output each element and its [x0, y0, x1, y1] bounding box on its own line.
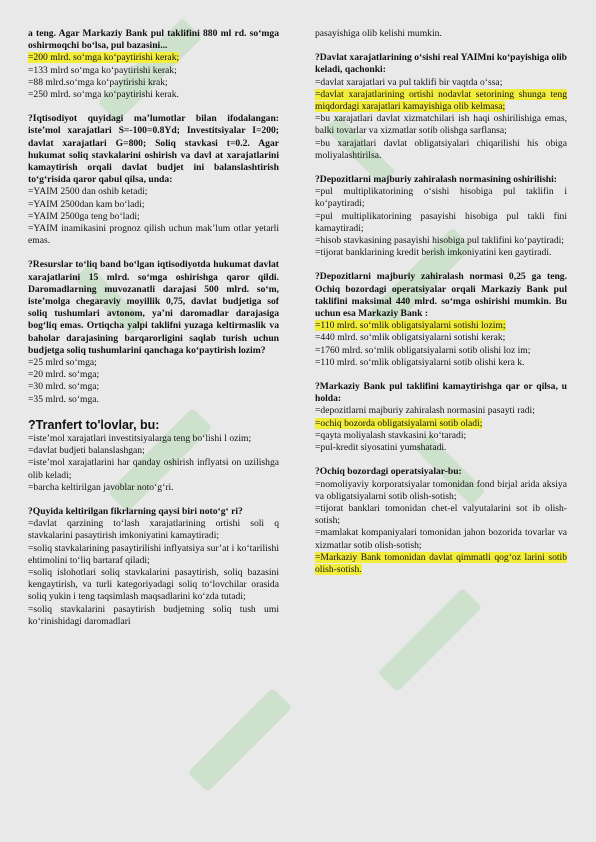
answer-option [28, 65, 279, 77]
question-text: ?Tranfert to'lovlar, bu: [28, 417, 160, 432]
answer-option-correct [315, 320, 567, 332]
answer-text: =YAIM 2500 dan oshib ketadi; [28, 186, 148, 198]
answer-text: =20 mlrd. so‘mga; [28, 369, 100, 381]
answer-text: =depozitlarni majburiy zahiralash normasini pasayti radi; [315, 405, 535, 417]
answer-text: =barcha keltirilgan javoblar noto‘g‘ri. [28, 481, 174, 493]
right-column [315, 28, 567, 588]
answer-option [315, 77, 567, 89]
answer-option [28, 89, 279, 101]
answer-option [28, 445, 279, 457]
answer-text: =1760 mlrd. so‘mlik obligatsiyalarni sotib olishi loz im; [315, 344, 531, 356]
question-block [315, 271, 567, 369]
question-text: ?Markaziy Bank pul taklifini kamaytirishga qar or qilsa, u holda: [315, 381, 567, 405]
question-text: a teng. Agar Markaziy Bank pul taklifini 880 ml rd. so‘mga oshirmoqchi bo‘lsa, pul bazasini... [28, 28, 279, 52]
answer-option [28, 223, 279, 247]
answer-text: =200 mlrd. so‘mga ko‘paytirishi kerak; [28, 52, 180, 64]
answer-option [315, 186, 567, 210]
answer-text: =soliq islohotlari soliq stavkalarini pasaytirish, soliq bazasini kengaytirish, va turli kategoriyadagi soliq to‘lovchilar orasida soliq yukin i teng taqsimlash maqsadlarini ko‘zda tutadi; [28, 566, 279, 603]
answer-option [315, 405, 567, 417]
question-block [28, 113, 279, 247]
answer-option [28, 518, 279, 542]
answer-text: =iste’mol xarajatlari investitsiyalarga teng bo‘lishi l ozim; [28, 432, 252, 444]
answer-option [28, 482, 279, 494]
answer-option [28, 186, 279, 198]
answer-text: =iste’mol xarajatlarini har qanday oshirish inflyatsi on uzilishga olib keladi; [28, 457, 279, 481]
answer-text: =qayta moliyalash stavkasini ko‘taradi; [315, 429, 467, 441]
answer-option [28, 604, 279, 628]
question-block [315, 52, 567, 162]
answer-text: =YAIM 2500ga teng bo‘ladi; [28, 210, 140, 222]
answer-option [28, 369, 279, 381]
question-block [315, 174, 567, 259]
answer-option [315, 442, 567, 454]
answer-text: =YAIM 2500dan kam bo‘ladi; [28, 198, 145, 210]
answer-text: =mamlakat kompaniyalari tomonidan jahon bozorida tovarlar va xizmatlar sotib olish-sotish; [315, 527, 567, 551]
question-text: ?Depozitlarni majburiy zahiralash normasi 0,25 ga teng. Ochiq bozordagi operatsiyalar orqali Markaziy Bank pul taklifini maksimal 440 mlrd. so‘mga oshirishi mumkin. Bu uchun esa Markaziy Bank : [315, 271, 567, 320]
question-text: ?Davlat xarajatlarining o‘sishi real YAIMni ko‘payishiga olib keladi, qachonki: [315, 52, 567, 76]
answer-option-correct [315, 552, 567, 576]
answer-option [28, 357, 279, 369]
answer-option [28, 394, 279, 406]
question-text: ?Depozitlarni majburiy zahiralash normasining oshirilishi: [315, 174, 557, 186]
question-block [315, 28, 567, 40]
answer-text: =ochiq bozorda obligatsiyalarni sotib oladi; [315, 417, 483, 429]
answer-option [315, 138, 567, 162]
answer-option [315, 430, 567, 442]
answer-text: =bu xarajatlari davlat xizmatchilari ish haqi oshirilishiga emas, balki tovarlar va xizmatlar sotib olishga sarflansa; [315, 113, 567, 137]
answer-text: =250 mlrd. so‘mga ko‘paytirishi kerak. [28, 89, 179, 101]
answer-text: =pul multiplikatorining o‘sishi hisobiga pul taklifin i ko‘paytiradi; [315, 186, 567, 210]
answer-option [315, 247, 567, 259]
answer-text: =nomoliyaviy korporatsiyalar tomonidan fond birjal arida aksiya va obligatsiyalarni sotib olish-sotish; [315, 478, 567, 502]
question-block [28, 259, 279, 405]
answer-option [315, 113, 567, 137]
question-block [28, 506, 279, 628]
answer-option [315, 503, 567, 527]
question-text: ?Ochiq bozordagi operatsiyalar-bu: [315, 466, 462, 478]
answer-option [315, 211, 567, 235]
answer-text: =pul multiplikatorining pasayishi hisobiga pul takli fini kamaytiradi; [315, 210, 567, 234]
question-block [28, 418, 279, 494]
question-text: ?Iqtisodiyot quyidagi ma’lumotlar bilan ifodalangan: iste’mol xarajatlari S=-100=0.8Yd; Investitsiyalar I=200; davlat xarajatlari G=800; Soliq stavkasi t=0.2. Agar hukumat soliq stavkalarini oshirish va davl at xarajatlarini kamaytirish orqali davlat budjet ini balanslashtirish to‘g‘risida qaror qabul qilsa, unda: [28, 113, 279, 186]
answer-text: =35 mlrd. so‘mga. [28, 393, 99, 405]
answer-text: =88 mlrd.so‘mga ko‘paytirishi krak; [28, 76, 168, 88]
answer-text: =133 mlrd so‘mga ko‘paytirishi kerak; [28, 64, 177, 76]
answer-text: =440 mlrd. so‘mlik obligatsiyalarni sotishi kerak; [315, 332, 506, 344]
answer-text: =110 mlrd. so‘mlik obligatsiyalarni sotishi lozim; [315, 320, 506, 332]
question-text: ?Resurslar to‘liq band bo‘lgan iqtisodiyotda hukumat davlat xarajatlarini 15 mlrd. so‘mga oshirishga qaror qildi. Daromadlarning muvozanatli darajasi 500 mlrd. so‘m, iste’molga chegaraviy moyillik 0,75, davlat budjetiga sof soliq tushumlari avtonom, ya’ni daromadlar darajasiga bog‘liq emas. Ortiqcha yalpi taklifni yuzaga keltirmaslik va baholar darajasining barqarorligini saqlab turish uchun budjetga soliq tushumlarini qanchaga ko‘paytirish lozim? [28, 259, 279, 356]
answer-text: =Markaziy Bank tomonidan davlat qimmatli qog‘oz larini sotib olish-sotish. [315, 551, 567, 575]
answer-option [28, 433, 279, 445]
answer-option [28, 543, 279, 567]
answer-text: =davlat xarajatlarining ortishi nodavlat setorining shunga teng miqdordagi xarajatlari kamayishiga olib kelmasa; [315, 88, 567, 113]
answer-option [315, 332, 567, 344]
question-text: ?Quyida keltirilgan fikrlarning qaysi biri noto‘g‘ ri? [28, 505, 243, 517]
answer-option [315, 527, 567, 551]
answer-text: =davlat xarajatlari va pul taklifi bir vaqtda o‘ssa; [315, 76, 503, 88]
answer-option [315, 345, 567, 357]
answer-option [28, 199, 279, 211]
answer-option [28, 381, 279, 393]
answer-text: =bu xarajatlari davlat obligatsiyalari chiqarilishi his obiga moliyalashtirilsa. [315, 137, 567, 161]
answer-option-correct [315, 89, 567, 113]
answer-option-correct [315, 418, 567, 430]
answer-text: =soliq stavkalarini pasaytirish budjetning soliq tush umi ko‘rinishidagi daromadlari [28, 603, 279, 627]
answer-text: =30 mlrd. so‘mga; [28, 381, 100, 393]
question-block [28, 28, 279, 101]
answer-option [315, 28, 567, 40]
answer-text: pasayishiga olib kelishi mumkin. [315, 28, 442, 39]
answer-option [315, 357, 567, 369]
answer-text: =tijorat banklarining kredit berish imkoniyatini ken gaytiradi. [315, 247, 552, 259]
left-column [28, 28, 279, 640]
answer-option [28, 567, 279, 604]
answer-text: =25 mlrd so‘mga; [28, 357, 97, 369]
answer-text: =110 mlrd. so‘mlik obligatsiyalarni sotib olishi kera k. [315, 356, 525, 368]
answer-option [315, 479, 567, 503]
answer-text: =hisob stavkasining pasayishi hisobiga pul taklifini ko‘paytiradi; [315, 235, 564, 247]
answer-option [28, 77, 279, 89]
answer-text: =davlat qarzining to‘lash xarajatlarining ortishi soli q stavkalarini pasaytirish imkoniyatini kamaytiradi; [28, 518, 279, 542]
answer-text: =davlat budjeti balanslashgan; [28, 445, 145, 457]
answer-option [28, 457, 279, 481]
answer-option [315, 235, 567, 247]
question-block [315, 381, 567, 454]
answer-option [28, 211, 279, 223]
answer-text: =YAIM inamikasini prognoz qilish uchun mak’lum otlar yetarli emas. [28, 223, 279, 247]
answer-option-correct [28, 52, 279, 64]
answer-text: =tijorat banklari tomonidan chet-el valyutalarini sot ib olish-sotish; [315, 502, 567, 527]
answer-text: =pul-kredit siyosatini yumshatadi. [315, 442, 447, 454]
answer-text: =soliq stavkalarining pasaytirilishi inflyatsiya sur’at i ko‘tarilishi ehtimolini to‘liq bartaraf qiladi; [28, 542, 279, 566]
question-block [315, 466, 567, 576]
